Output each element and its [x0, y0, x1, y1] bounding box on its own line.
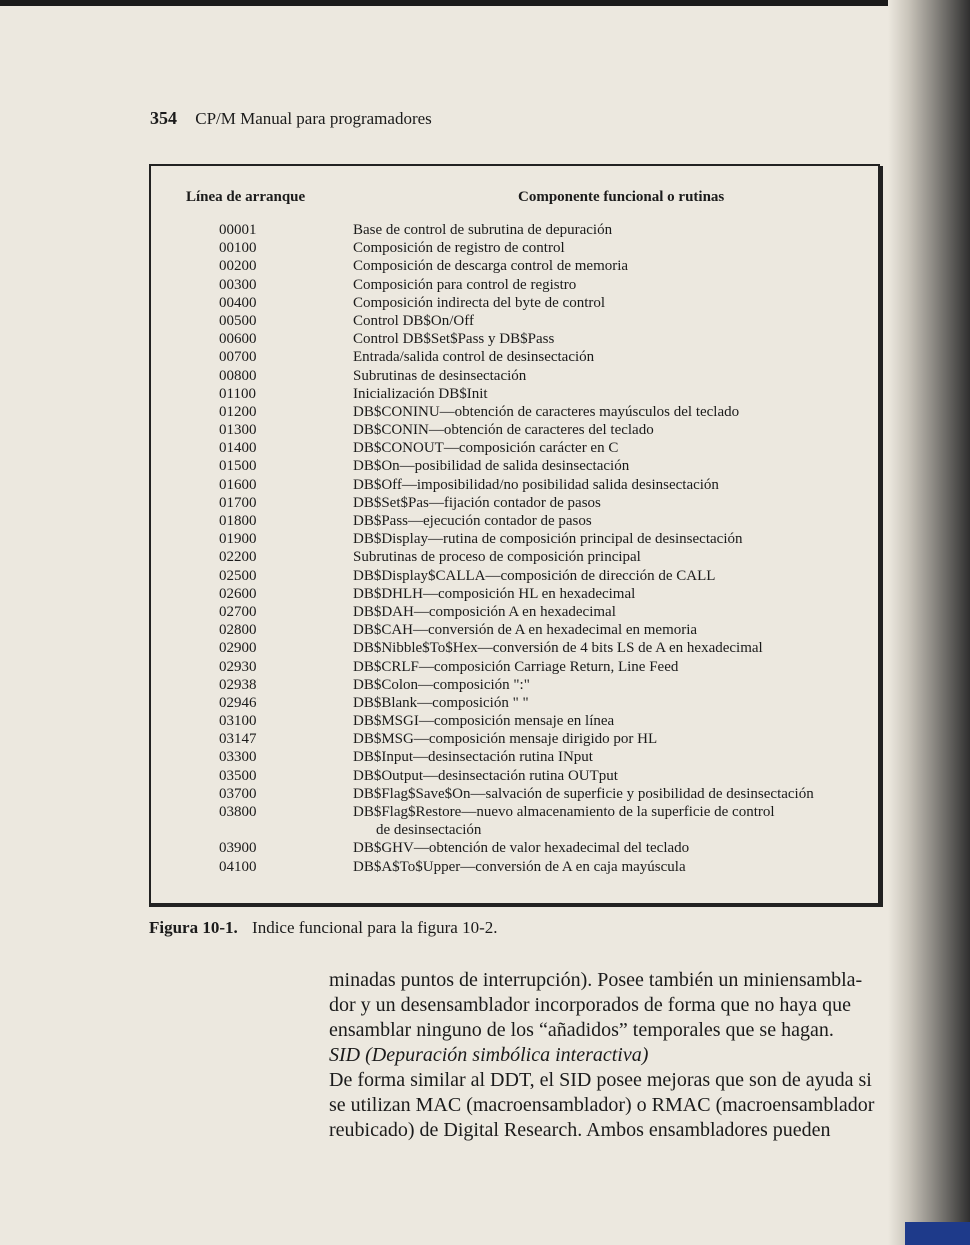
- table-row: [0, 312, 970, 330]
- text-line: De forma similar al DDT, el SID posee mejoras que son de ayuda si: [329, 1069, 872, 1091]
- component-cell: Control DB$On/Off: [353, 312, 474, 329]
- start-line-cell: 00300: [219, 276, 257, 293]
- start-line-cell: 00100: [219, 240, 257, 257]
- text-line: dor y un desensamblador incorporados de forma que no haya que: [329, 994, 852, 1016]
- start-line-cell: 01600: [219, 476, 257, 493]
- start-line-cell: 00400: [219, 294, 257, 311]
- component-cell: DB$MSGI—composición mensaje en línea: [353, 713, 615, 730]
- component-cell: Inicialización DB$Init: [353, 385, 488, 402]
- table-row: [0, 730, 970, 748]
- component-cell: DB$Nibble$To$Hex—conversión de 4 bits LS de A en hexadecimal: [353, 640, 763, 657]
- start-line-cell: 03100: [219, 713, 257, 730]
- component-cell: DB$Pass—ejecución contador de pasos: [353, 513, 592, 529]
- start-line-cell: 03500: [219, 767, 257, 784]
- start-line-cell: 03800: [219, 804, 257, 820]
- start-line-cell: 01800: [219, 513, 257, 529]
- start-line-cell: 02946: [219, 694, 257, 711]
- component-cell: DB$CONOUT—composición carácter en C: [353, 440, 619, 457]
- start-line-cell: 00700: [219, 349, 257, 366]
- component-cell: DB$Input—desinsectación rutina INput: [353, 749, 593, 766]
- component-cell: DB$Output—desinsectación rutina OUTput: [353, 767, 618, 784]
- page-number: 354: [150, 108, 177, 128]
- start-line-cell: 02700: [219, 603, 257, 620]
- component-cell: DB$Colon—composición ":": [353, 676, 530, 693]
- component-cell: DB$Display$CALLA—composición de dirección de CALL: [353, 567, 716, 584]
- table-row: [0, 639, 970, 657]
- table-row: [0, 694, 970, 712]
- table-row: [0, 403, 970, 421]
- component-cell: Subrutinas de proceso de composición principal: [353, 549, 641, 566]
- column-header-component: Componente funcional o rutinas: [518, 189, 725, 205]
- top-edge: [0, 0, 970, 6]
- background-corner: [905, 1222, 970, 1245]
- figure-caption: [149, 918, 497, 938]
- text-line: se utilizan MAC (macroensamblador) o RMAC (macroensamblador: [329, 1094, 875, 1116]
- start-line-cell: 01400: [219, 440, 257, 457]
- text-line: ensamblar ninguno de los “añadidos” temporales que se hagan.: [329, 1019, 834, 1041]
- start-line-cell: 03900: [219, 840, 257, 857]
- component-cell: Composición indirecta del byte de control: [353, 294, 606, 311]
- paragraph: [329, 968, 889, 1043]
- figure-caption-text: Indice funcional para la figura 10-2.: [252, 918, 498, 937]
- component-cell: Entrada/salida control de desinsectación: [353, 349, 595, 366]
- table-row: [0, 421, 970, 439]
- component-cell: DB$MSG—composición mensaje dirigido por HL: [353, 731, 658, 748]
- start-line-cell: 00001: [219, 222, 257, 238]
- table-row: [0, 767, 970, 785]
- running-header: [150, 108, 432, 129]
- start-line-cell: 03700: [219, 785, 257, 802]
- start-line-cell: 01100: [219, 385, 256, 402]
- component-cell: DB$CAH—conversión de A en hexadecimal en memoria: [353, 622, 698, 639]
- table-row: [0, 858, 970, 876]
- table-row: [0, 567, 970, 585]
- table-row: [0, 385, 970, 403]
- start-line-cell: 00800: [219, 367, 257, 384]
- component-cell: DB$On—posibilidad de salida desinsectación: [353, 458, 630, 475]
- component-cell: DB$Flag$Restore—nuevo almacenamiento de la superficie de control: [353, 804, 775, 820]
- table-row: [0, 367, 970, 385]
- component-cell: DB$Set$Pas—fijación contador de pasos: [353, 494, 601, 511]
- table-row: [0, 457, 970, 475]
- start-line-cell: 01500: [219, 458, 257, 475]
- component-cell: DB$CONIN—obtención de caracteres del teclado: [353, 422, 654, 439]
- table-row: [0, 803, 970, 839]
- component-cell: DB$DHLH—composición HL en hexadecimal: [353, 585, 636, 602]
- start-line-cell: 00500: [219, 312, 257, 329]
- text-line: reubicado) de Digital Research. Ambos ensambladores pueden: [329, 1119, 831, 1141]
- table-row: [0, 512, 970, 530]
- table-row: [0, 276, 970, 294]
- section-title: SID (Depuración simbólica interactiva): [329, 1044, 649, 1066]
- start-line-cell: 03147: [219, 731, 257, 748]
- start-line-cell: 03300: [219, 749, 257, 766]
- component-cell: Composición para control de registro: [353, 276, 577, 293]
- text-line: minadas puntos de interrupción). Posee también un miniensambla-: [329, 969, 863, 991]
- start-line-cell: 02930: [219, 658, 257, 675]
- table-row: [0, 621, 970, 639]
- table-row: [0, 712, 970, 730]
- table-row: [0, 785, 970, 803]
- paragraph: [329, 1068, 889, 1143]
- table-row: [0, 530, 970, 548]
- table-row: [0, 221, 970, 239]
- start-line-cell: 02500: [219, 567, 257, 584]
- table-row: [0, 330, 970, 348]
- body-text: [329, 968, 889, 1143]
- function-index-table: [0, 221, 970, 876]
- component-cell: DB$DAH—composición A en hexadecimal: [353, 603, 616, 620]
- component-cell: DB$A$To$Upper—conversión de A en caja mayúscula: [353, 858, 686, 875]
- start-line-cell: 04100: [219, 858, 257, 875]
- table-row: [0, 585, 970, 603]
- table-row: [0, 603, 970, 621]
- start-line-cell: 01900: [219, 531, 257, 548]
- table-row: [0, 748, 970, 766]
- table-row: [0, 839, 970, 857]
- figure-label: Figura 10-1.: [149, 918, 238, 937]
- component-cell: DB$Flag$Save$On—salvación de superficie y posibilidad de desinsectación: [353, 785, 814, 802]
- component-cell: DB$GHV—obtención de valor hexadecimal del teclado: [353, 840, 690, 857]
- table-row: [0, 494, 970, 512]
- component-cell: DB$Blank—composición " ": [353, 694, 529, 711]
- start-line-cell: 02938: [219, 676, 257, 693]
- start-line-cell: 02600: [219, 585, 257, 602]
- start-line-cell: 01200: [219, 403, 257, 420]
- table-row: [0, 294, 970, 312]
- start-line-cell: 00200: [219, 258, 257, 275]
- table-row: [0, 676, 970, 694]
- table-row: [0, 658, 970, 676]
- component-cell: DB$Off—imposibilidad/no posibilidad salida desinsectación: [353, 476, 719, 493]
- component-cell: DB$Display—rutina de composición principal de desinsectación: [353, 531, 743, 548]
- component-cell: DB$CONINU—obtención de caracteres mayúsculos del teclado: [353, 403, 740, 420]
- component-cell: Composición de descarga control de memoria: [353, 258, 629, 275]
- table-row: [0, 548, 970, 566]
- component-cell-continuation: de desinsectación: [376, 822, 482, 839]
- table-row: [0, 439, 970, 457]
- start-line-cell: 01300: [219, 422, 257, 439]
- component-cell: Base de control de subrutina de depuración: [353, 222, 613, 238]
- table-row: [0, 348, 970, 366]
- table-row: [0, 257, 970, 275]
- component-cell: Subrutinas de desinsectación: [353, 367, 527, 384]
- start-line-cell: 02900: [219, 640, 257, 657]
- start-line-cell: 01700: [219, 494, 257, 511]
- column-header-start-line: Línea de arranque: [186, 189, 306, 205]
- table-row: [0, 476, 970, 494]
- start-line-cell: 02800: [219, 622, 257, 639]
- component-cell: DB$CRLF—composición Carriage Return, Line Feed: [353, 658, 679, 675]
- start-line-cell: 00600: [219, 331, 257, 348]
- start-line-cell: 02200: [219, 549, 257, 566]
- component-cell: Composición de registro de control: [353, 240, 565, 257]
- component-cell: Control DB$Set$Pass y DB$Pass: [353, 331, 555, 348]
- table-row: [0, 239, 970, 257]
- running-title: CP/M Manual para programadores: [195, 109, 432, 128]
